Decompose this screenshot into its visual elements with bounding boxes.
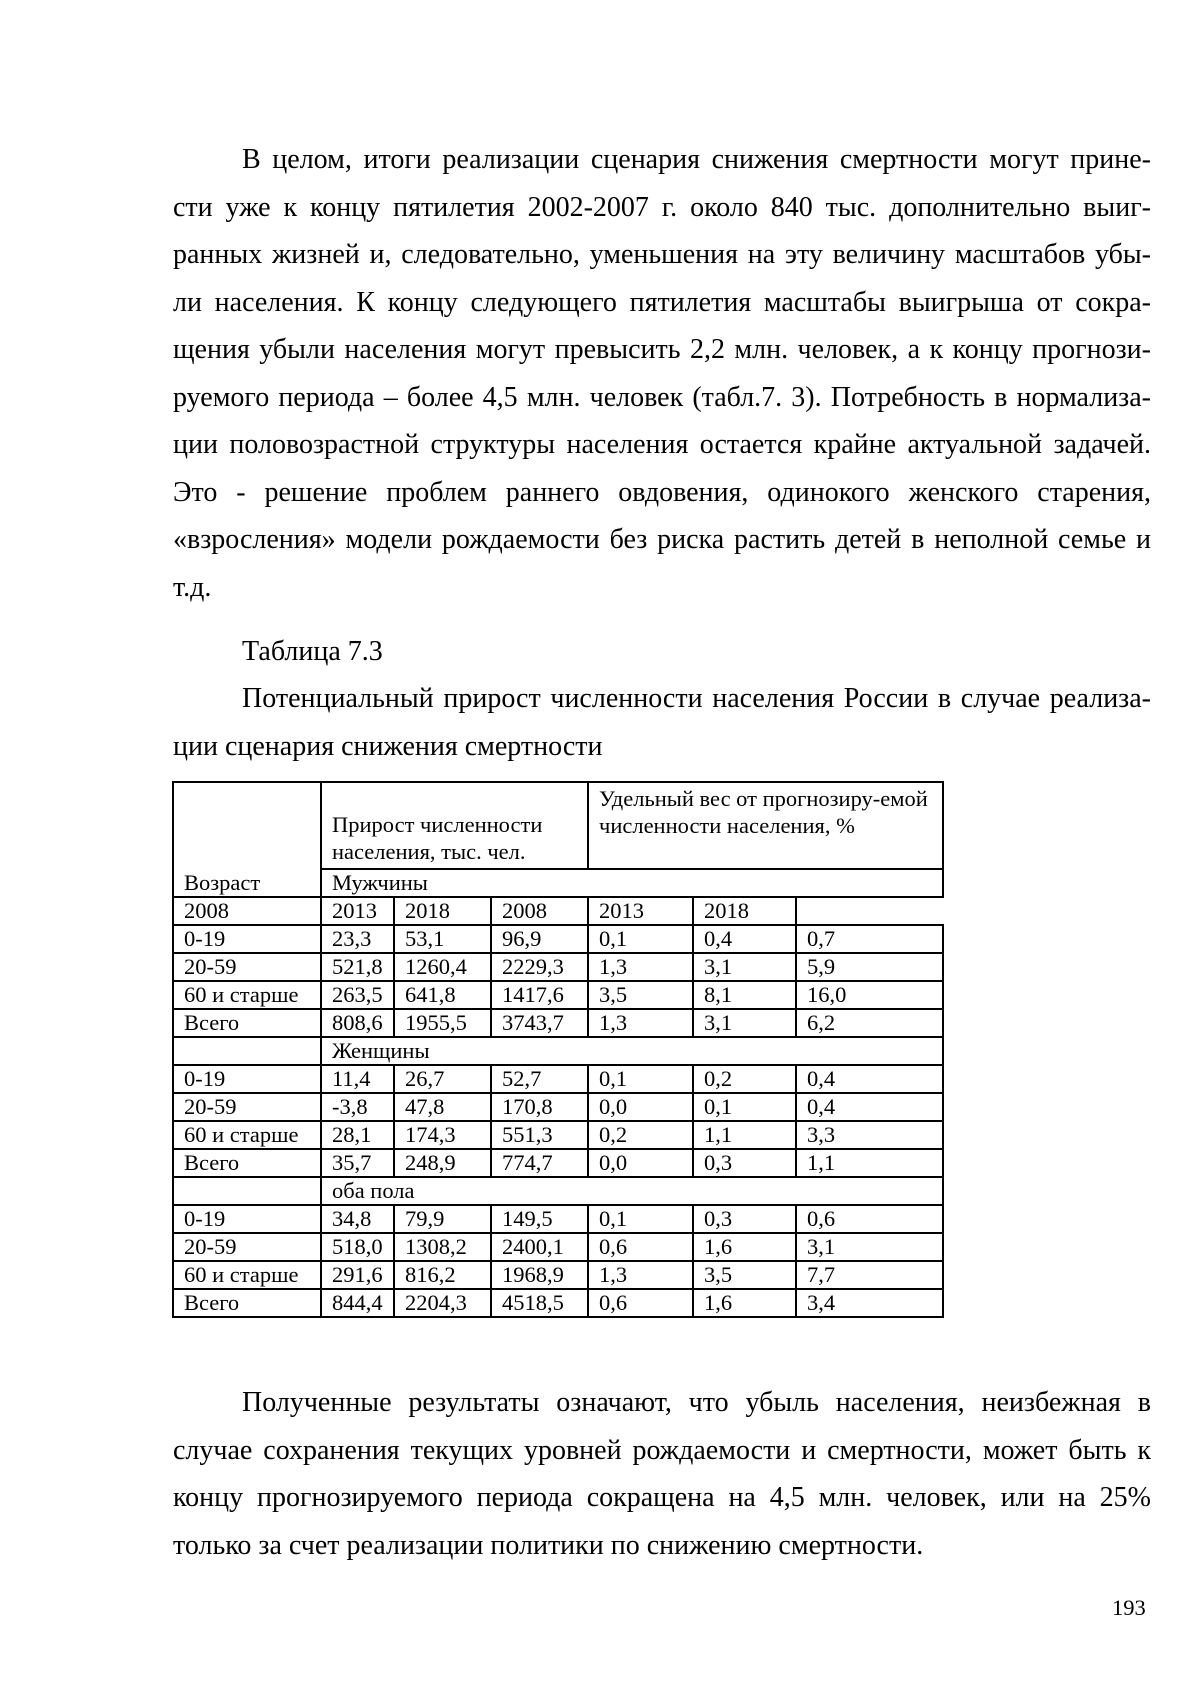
- table-title: [173, 675, 1151, 770]
- value-cell: 0,6: [588, 1289, 693, 1317]
- age-cell: 0-19: [173, 925, 321, 953]
- share-header: Удельный вес от прогнозиру-емой численности населения, %: [588, 782, 943, 869]
- value-cell: 1,3: [588, 953, 693, 981]
- conclusion-paragraph: [173, 1379, 1151, 1569]
- value-cell: 0,0: [588, 1149, 693, 1177]
- table-row: [173, 1009, 943, 1037]
- age-cell: 60 и старше: [173, 1121, 321, 1149]
- page-number: 193: [1112, 1595, 1146, 1620]
- year-header: 2018: [693, 897, 796, 925]
- value-cell: 1,6: [693, 1233, 796, 1261]
- value-cell: 170,8: [491, 1093, 588, 1121]
- value-cell: 52,7: [491, 1065, 588, 1093]
- value-cell: 3,1: [796, 1233, 943, 1261]
- value-cell: 34,8: [321, 1205, 394, 1233]
- table-row: [173, 953, 943, 981]
- value-cell: 28,1: [321, 1121, 394, 1149]
- value-cell: 79,9: [394, 1205, 491, 1233]
- table-row: [173, 1289, 943, 1317]
- table-row: [173, 1121, 943, 1149]
- table-row: [173, 1149, 943, 1177]
- table-row: [173, 1065, 943, 1093]
- value-cell: 2229,3: [491, 953, 588, 981]
- value-cell: 0,4: [796, 1065, 943, 1093]
- intro-line: ции половозрастной структуры населения остается крайне актуальной задачей.: [173, 429, 1151, 460]
- value-cell: 3,1: [693, 1009, 796, 1037]
- table-row: [173, 1233, 943, 1261]
- value-cell: 3,3: [796, 1121, 943, 1149]
- value-cell: 0,4: [693, 925, 796, 953]
- value-cell: 844,4: [321, 1289, 394, 1317]
- year-header: 2013: [321, 897, 394, 925]
- value-cell: 23,3: [321, 925, 394, 953]
- years-row: [173, 897, 943, 925]
- value-cell: 0,2: [693, 1065, 796, 1093]
- value-cell: 47,8: [394, 1093, 491, 1121]
- group-label: Мужчины: [321, 869, 943, 897]
- age-cell: 20-59: [173, 1093, 321, 1121]
- table-row: [173, 1261, 943, 1289]
- table-row: [173, 925, 943, 953]
- value-cell: 1308,2: [394, 1233, 491, 1261]
- group-label: оба пола: [321, 1177, 943, 1205]
- group-age-empty-cell: [173, 1037, 321, 1065]
- age-cell: Всего: [173, 1149, 321, 1177]
- value-cell: 7,7: [796, 1261, 943, 1289]
- value-cell: 11,4: [321, 1065, 394, 1093]
- value-cell: 641,8: [394, 981, 491, 1009]
- value-cell: 1260,4: [394, 953, 491, 981]
- value-cell: 26,7: [394, 1065, 491, 1093]
- intro-line: т.д.: [173, 571, 212, 603]
- intro-line: Это - решение проблем раннего овдовения, одинокого женского старения,: [173, 476, 1151, 508]
- table-label: Таблица 7.3: [242, 636, 383, 667]
- value-cell: 0,7: [796, 925, 943, 953]
- value-cell: 0,1: [588, 925, 693, 953]
- value-cell: 0,6: [588, 1233, 693, 1261]
- growth-header: Прирост численности населения, тыс. чел.: [321, 782, 588, 869]
- table-row: [173, 981, 943, 1009]
- conclusion-line: Полученные результаты означают, что убыль населения, неизбежная в: [242, 1387, 1151, 1418]
- intro-paragraph: [173, 136, 1151, 611]
- value-cell: 3743,7: [491, 1009, 588, 1037]
- conclusion-line: случае сохранения текущих уровней рождаемости и смертности, может быть к: [173, 1434, 1151, 1466]
- value-cell: 96,9: [491, 925, 588, 953]
- age-cell: 0-19: [173, 1205, 321, 1233]
- value-cell: 521,8: [321, 953, 394, 981]
- table-row: [173, 1093, 943, 1121]
- group-label-row: [173, 1037, 943, 1065]
- value-cell: 1,3: [588, 1009, 693, 1037]
- year-header: 2018: [394, 897, 491, 925]
- value-cell: 0,0: [588, 1093, 693, 1121]
- value-cell: 6,2: [796, 1009, 943, 1037]
- age-cell: 20-59: [173, 953, 321, 981]
- year-header: 2008: [491, 897, 588, 925]
- value-cell: 1,1: [693, 1121, 796, 1149]
- value-cell: 1417,6: [491, 981, 588, 1009]
- value-cell: 8,1: [693, 981, 796, 1009]
- value-cell: 35,7: [321, 1149, 394, 1177]
- conclusion-line: концу прогнозируемого периода сокращена на 4,5 млн. человек, или на 25%: [173, 1482, 1151, 1513]
- value-cell: 1955,5: [394, 1009, 491, 1037]
- value-cell: 2204,3: [394, 1289, 491, 1317]
- population-growth-table: [172, 781, 944, 1318]
- value-cell: 0,3: [693, 1205, 796, 1233]
- table-title-line: ции сценария снижения смертности: [173, 730, 603, 762]
- intro-line: «взросления» модели рождаемости без риска растить детей в неполной семье и: [173, 524, 1151, 555]
- value-cell: 5,9: [796, 953, 943, 981]
- age-cell: 0-19: [173, 1065, 321, 1093]
- value-cell: 774,7: [491, 1149, 588, 1177]
- value-cell: 3,4: [796, 1289, 943, 1317]
- value-cell: 0,4: [796, 1093, 943, 1121]
- value-cell: 1,3: [588, 1261, 693, 1289]
- value-cell: 1,1: [796, 1149, 943, 1177]
- value-cell: 0,1: [588, 1065, 693, 1093]
- value-cell: 291,6: [321, 1261, 394, 1289]
- value-cell: -3,8: [321, 1093, 394, 1121]
- intro-line: сти уже к концу пятилетия 2002-2007 г. около 840 тыс. дополнительно выиг-: [173, 191, 1151, 223]
- group-label-row: [173, 1177, 943, 1205]
- value-cell: 1,6: [693, 1289, 796, 1317]
- age-cell: Всего: [173, 1009, 321, 1037]
- group-age-empty-cell: [173, 1177, 321, 1205]
- value-cell: 0,3: [693, 1149, 796, 1177]
- group-label: Женщины: [321, 1037, 943, 1065]
- age-header: Возраст: [173, 782, 321, 897]
- value-cell: 551,3: [491, 1121, 588, 1149]
- conclusion-line: только за счет реализации политики по снижению смертности.: [173, 1529, 924, 1561]
- value-cell: 16,0: [796, 981, 943, 1009]
- year-header: 2013: [588, 897, 693, 925]
- value-cell: 808,6: [321, 1009, 394, 1037]
- year-header: 2008: [173, 897, 321, 925]
- value-cell: 816,2: [394, 1261, 491, 1289]
- value-cell: 3,5: [588, 981, 693, 1009]
- intro-line: В целом, итоги реализации сценария снижения смертности могут прине-: [242, 144, 1151, 175]
- value-cell: 1968,9: [491, 1261, 588, 1289]
- value-cell: 174,3: [394, 1121, 491, 1149]
- intro-line: ли населения. К концу следующего пятилетия масштабы выигрыша от сокра-: [173, 286, 1151, 318]
- age-cell: 60 и старше: [173, 1261, 321, 1289]
- value-cell: 3,5: [693, 1261, 796, 1289]
- value-cell: 149,5: [491, 1205, 588, 1233]
- value-cell: 0,1: [693, 1093, 796, 1121]
- table-header-row: [173, 782, 943, 869]
- table-row: [173, 1205, 943, 1233]
- value-cell: 3,1: [693, 953, 796, 981]
- value-cell: 263,5: [321, 981, 394, 1009]
- table-title-line: Потенциальный прирост численности населения России в случае реализа-: [242, 683, 1151, 714]
- value-cell: 248,9: [394, 1149, 491, 1177]
- age-cell: Всего: [173, 1289, 321, 1317]
- age-cell: 60 и старше: [173, 981, 321, 1009]
- intro-line: ранных жизней и, следовательно, уменьшения на эту величину масштабов убы-: [173, 239, 1151, 270]
- value-cell: 0,2: [588, 1121, 693, 1149]
- value-cell: 53,1: [394, 925, 491, 953]
- value-cell: 518,0: [321, 1233, 394, 1261]
- intro-line: руемого периода – более 4,5 млн. человек (табл.7. 3). Потребность в нормализа-: [173, 381, 1151, 413]
- value-cell: 0,1: [588, 1205, 693, 1233]
- age-cell: 20-59: [173, 1233, 321, 1261]
- value-cell: 4518,5: [491, 1289, 588, 1317]
- intro-line: щения убыли населения могут превысить 2,2 млн. человек, а к концу прогнози-: [173, 334, 1151, 365]
- value-cell: 0,6: [796, 1205, 943, 1233]
- value-cell: 2400,1: [491, 1233, 588, 1261]
